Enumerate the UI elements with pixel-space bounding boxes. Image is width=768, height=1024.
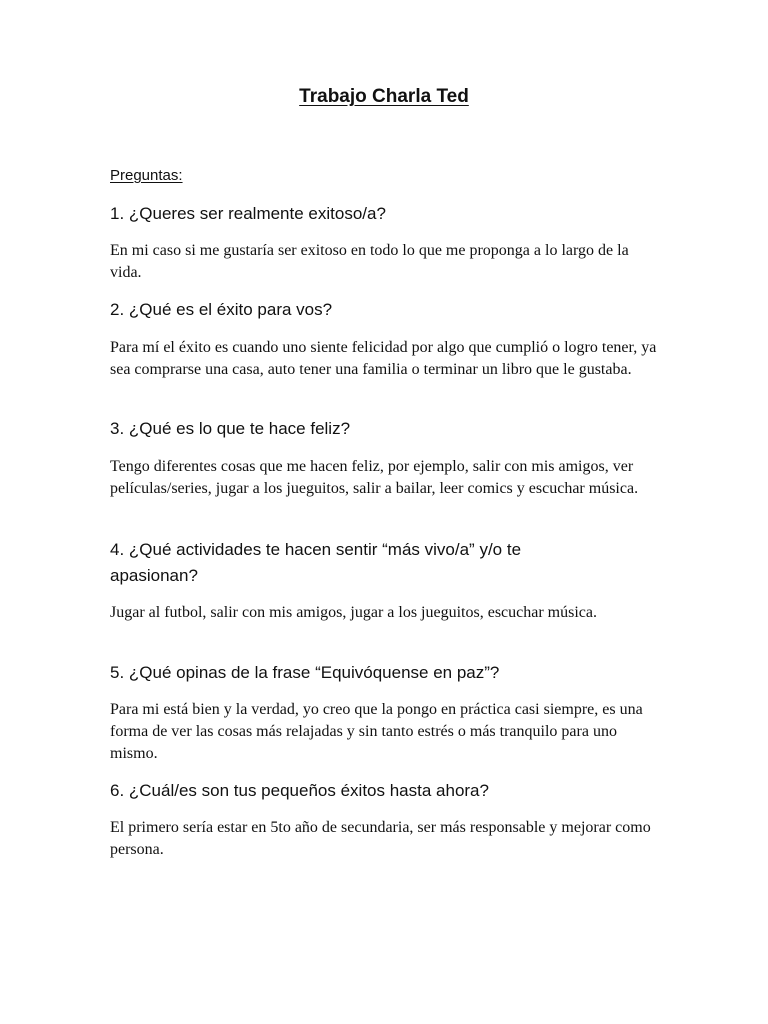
answer-6: El primero sería estar en 5to año de secundaria, ser más responsable y mejorar como persona. xyxy=(110,819,651,858)
answer-5: Para mi está bien y la verdad, yo creo que la pongo en práctica casi siempre, es una forma de ver las cosas más relajadas y sin tanto estrés o más tranquilo para uno mismo. xyxy=(110,701,643,762)
question-6: 6. ¿Cuál/es son tus pequeños éxitos hasta ahora? xyxy=(110,781,489,800)
question-3: 3. ¿Qué es lo que te hace feliz? xyxy=(110,419,351,438)
answer-4: Jugar al futbol, salir con mis amigos, jugar a los jueguitos, escuchar música. xyxy=(110,604,597,621)
question-2: 2. ¿Qué es el éxito para vos? xyxy=(110,300,333,319)
answer-2: Para mí el éxito es cuando uno siente felicidad por algo que cumplió o logro tener, ya sea comprarse una casa, auto tener una familia o terminar un libro que le gustaba. xyxy=(110,339,657,378)
question-5: 5. ¿Qué opinas de la frase “Equivóquense en paz”? xyxy=(110,663,500,682)
answer-1: En mi caso si me gustaría ser exitoso en todo lo que me proponga a lo largo de la vida. xyxy=(110,242,629,281)
section-heading: Preguntas: xyxy=(110,167,183,184)
document-title: Trabajo Charla Ted xyxy=(299,86,469,107)
answer-3: Tengo diferentes cosas que me hacen feliz, por ejemplo, salir con mis amigos, ver películas/series, jugar a los jueguitos, salir a bailar, leer comics y escuchar música. xyxy=(110,458,639,497)
question-1: 1. ¿Queres ser realmente exitoso/a? xyxy=(110,204,386,223)
question-4: 4. ¿Qué actividades te hacen sentir “más vivo/a” y/o te apasionan? xyxy=(110,540,522,585)
